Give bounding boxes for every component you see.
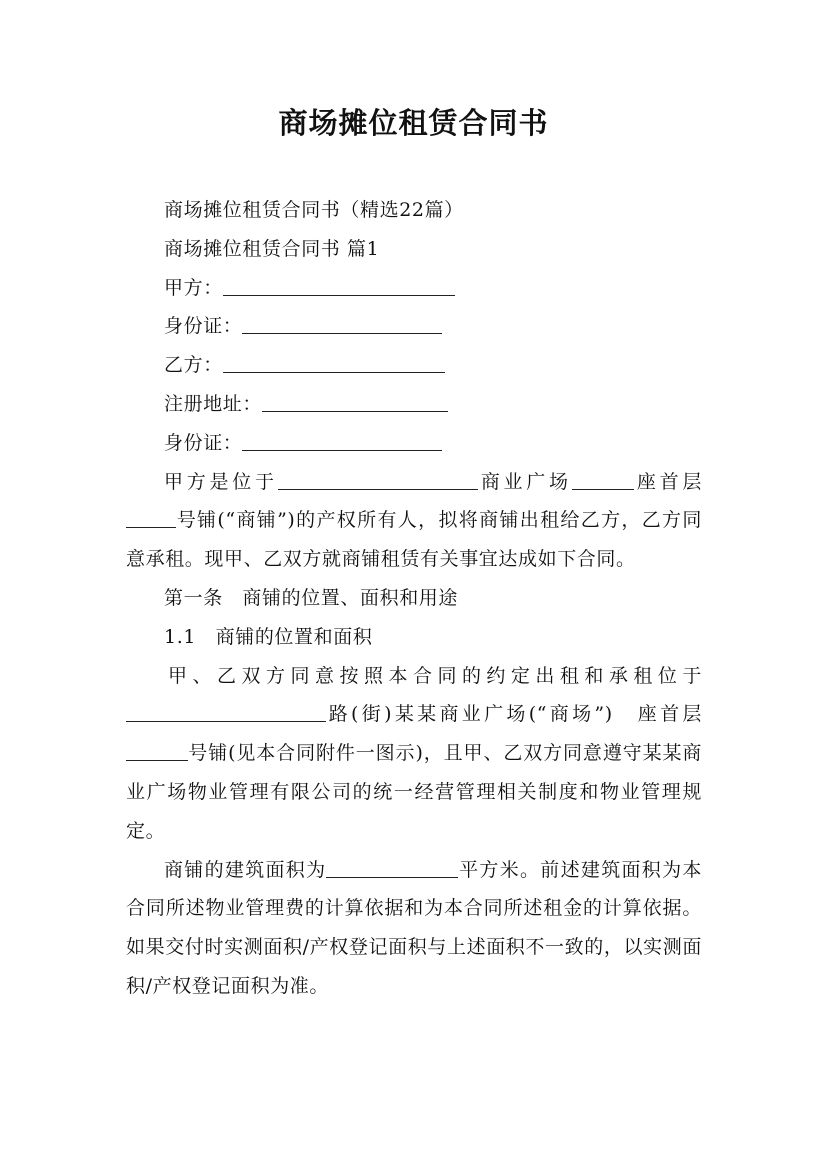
text-run: 号铺(“商铺”)的产权所有人，拟将商铺出租给乙方，乙方同意承租。现甲、乙双方就商铺租赁有关事宜达成如下合同。 (126, 509, 702, 571)
text-run: 座首层 (633, 470, 702, 493)
article-heading: 第一条 商铺的位置、面积和用途 (164, 586, 459, 609)
field-party-a (126, 269, 702, 308)
text-run: 商铺的建筑面积为 (164, 858, 327, 881)
text-run: 甲、乙双方同意按照本合同的约定出租和承租位于 (168, 664, 702, 687)
field-party-b (126, 346, 702, 385)
field-reg-address (126, 385, 702, 424)
paragraph-intro (126, 463, 702, 579)
blank-line (126, 703, 326, 722)
field-label: 身份证： (164, 315, 243, 338)
document-title: 商场摊位租赁合同书 (278, 106, 549, 140)
document-subtitle: 商场摊位租赁合同书（精选22篇） (164, 199, 464, 221)
text-run: 平方米。前述建筑面积为本合同所述物业管理费的计算依据和为本合同所述租金的计算依据。如果交付时实测面积/产权登记面积与上述面积不一致的，以实测面积/产权登记面积为准。 (126, 858, 702, 997)
document-body (126, 191, 702, 1006)
text-run: 商业广场 (477, 470, 572, 493)
text-run: 号铺(见本合同附件一图示)，且甲、乙双方同意遵守某某商业广场物业管理有限公司的统一经营管理相关制度和物业管理规定。 (126, 742, 702, 842)
field-label: 甲方： (164, 276, 223, 299)
clause-heading: 1.1 商铺的位置和面积 (164, 625, 373, 648)
blank-line (126, 509, 176, 528)
blank-line (278, 471, 478, 490)
blank-line (326, 859, 458, 878)
paragraph-area (126, 851, 702, 1006)
blank-line (572, 471, 634, 490)
blank-line (126, 742, 188, 761)
blank-line (262, 393, 448, 412)
paragraph-location (126, 657, 702, 851)
section-heading: 商场摊位租赁合同书 篇1 (164, 237, 380, 260)
field-label: 乙方： (164, 354, 223, 377)
blank-line (242, 432, 442, 451)
field-label: 注册地址： (164, 392, 263, 415)
blank-line (223, 354, 445, 373)
text-run: 甲方是位于 (164, 470, 278, 493)
field-id-card-b (126, 424, 702, 463)
field-label: 身份证： (164, 431, 243, 454)
blank-line (242, 315, 442, 334)
field-id-card-a (126, 307, 702, 346)
blank-line (223, 277, 455, 296)
text-run: 路(街)某某商业广场(“商场”) 座首层 (326, 703, 702, 726)
